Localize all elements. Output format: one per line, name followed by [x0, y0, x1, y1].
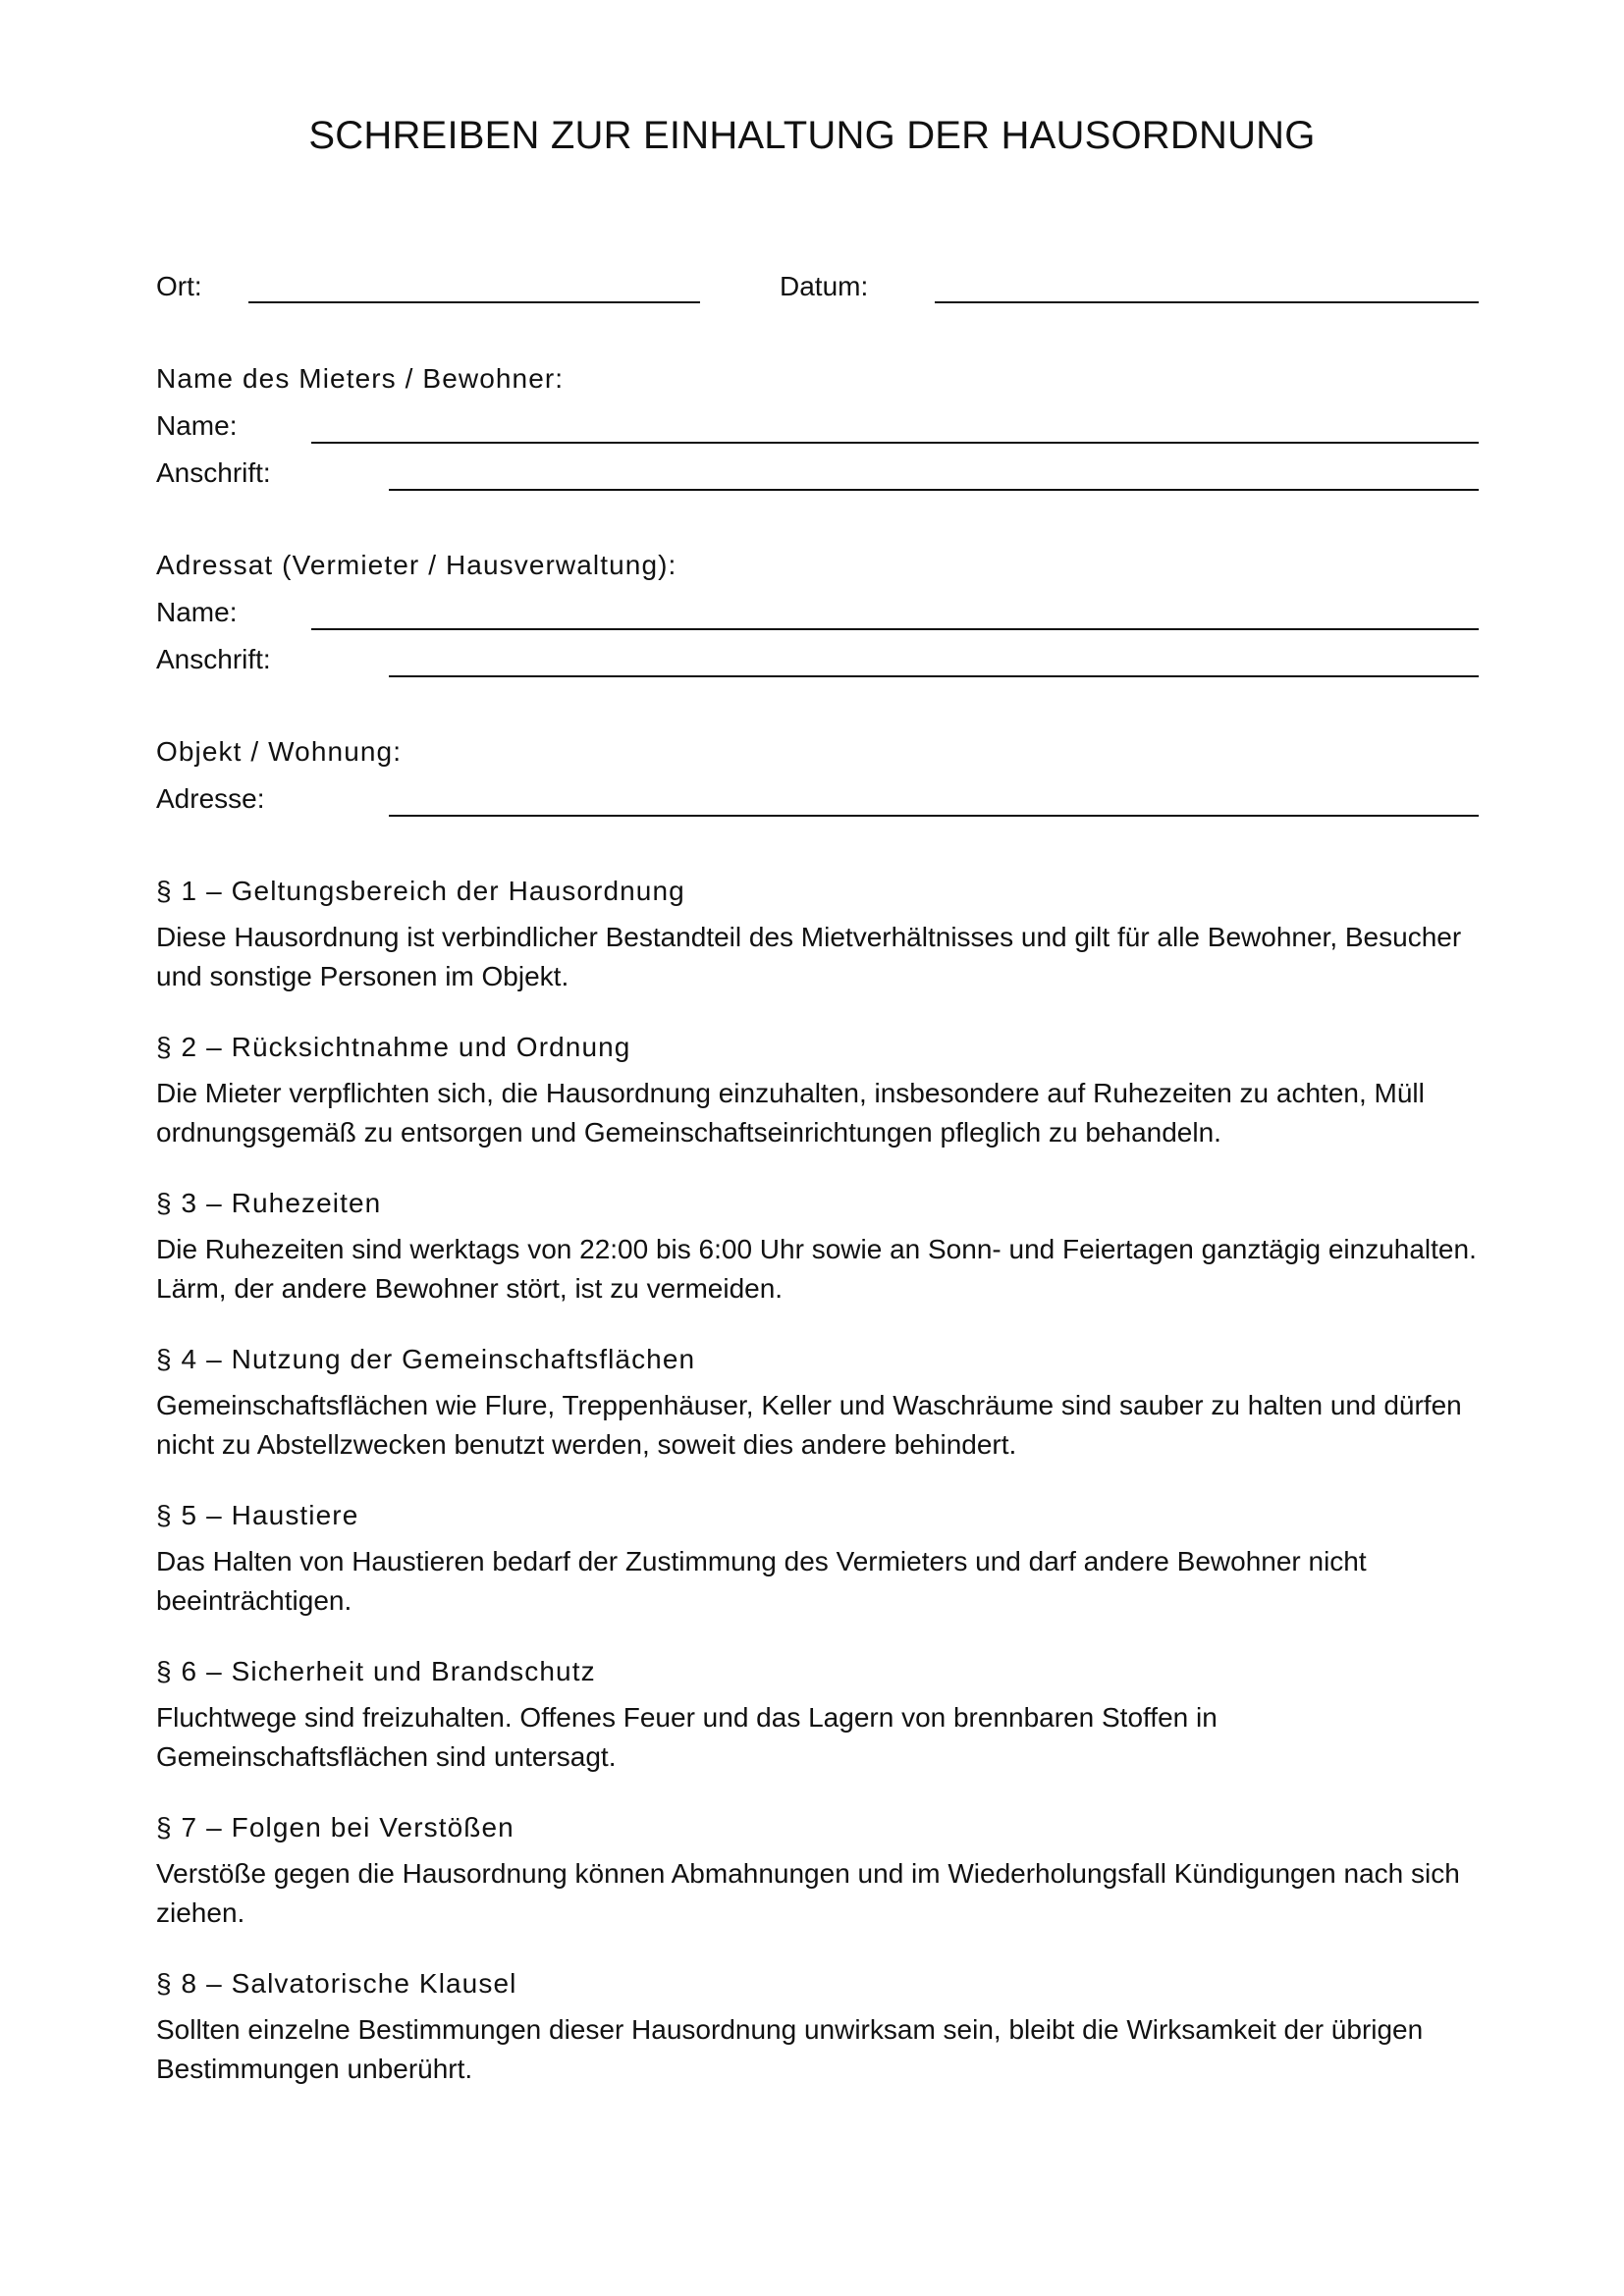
section-1-heading: § 1 – Geltungsbereich der Hausordnung — [156, 876, 685, 906]
section-4-body: Gemeinschaftsflächen wie Flure, Treppenhäuser, Keller und Waschräume sind sauber zu halten und dürfen nicht zu Abstellzwecken benutzt werden, soweit dies andere behindert. — [156, 1390, 1462, 1460]
ort-field[interactable] — [248, 301, 700, 303]
section-4-heading: § 4 – Nutzung der Gemeinschaftsflächen — [156, 1344, 696, 1374]
datum-field[interactable] — [935, 301, 1479, 303]
section-5-body: Das Halten von Haustieren bedarf der Zustimmung des Vermieters und darf andere Bewohner nicht beeinträchtigen. — [156, 1546, 1367, 1616]
mieter-heading: Name des Mieters / Bewohner: — [156, 363, 565, 394]
adressat-anschrift-label: Anschrift: — [156, 644, 271, 674]
section-2-body: Die Mieter verpflichten sich, die Hausordnung einzuhalten, insbesondere auf Ruhezeiten zu achten, Müll ordnungsgemäß zu entsorgen und Gemeinschaftseinrichtungen pfleglich zu behandeln. — [156, 1078, 1425, 1148]
section-2-heading: § 2 – Rücksichtnahme und Ordnung — [156, 1032, 631, 1062]
adressat-heading: Adressat (Vermieter / Hausverwaltung): — [156, 550, 677, 580]
section-3-heading: § 3 – Ruhezeiten — [156, 1188, 382, 1218]
document-title: SCHREIBEN ZUR EINHALTUNG DER HAUSORDNUNG — [308, 114, 1316, 157]
objekt-heading: Objekt / Wohnung: — [156, 736, 403, 767]
objekt-adresse-label: Adresse: — [156, 783, 265, 814]
objekt-adresse-field[interactable] — [389, 815, 1479, 817]
section-8-heading: § 8 – Salvatorische Klausel — [156, 1968, 517, 1999]
section-1-body: Diese Hausordnung ist verbindlicher Bestandteil des Mietverhältnisses und gilt für alle Bewohner, Besucher und sonstige Personen im Objekt. — [156, 922, 1462, 991]
section-5-heading: § 5 – Haustiere — [156, 1500, 359, 1530]
mieter-anschrift-label: Anschrift: — [156, 457, 271, 488]
mieter-name-label: Name: — [156, 410, 238, 441]
section-7-body: Verstöße gegen die Hausordnung können Abmahnungen und im Wiederholungsfall Kündigungen nach sich ziehen. — [156, 1858, 1460, 1928]
adressat-name-label: Name: — [156, 597, 238, 627]
adressat-anschrift-field[interactable] — [389, 675, 1479, 677]
section-7-heading: § 7 – Folgen bei Verstößen — [156, 1812, 514, 1842]
section-6-heading: § 6 – Sicherheit und Brandschutz — [156, 1656, 596, 1686]
adressat-name-field[interactable] — [311, 628, 1479, 630]
mieter-name-field[interactable] — [311, 442, 1479, 444]
section-6-body: Fluchtwege sind freizuhalten. Offenes Feuer und das Lagern von brennbaren Stoffen in Gemeinschaftsflächen sind untersagt. — [156, 1702, 1218, 1772]
ort-label: Ort: — [156, 271, 202, 301]
datum-label: Datum: — [780, 271, 869, 301]
mieter-anschrift-field[interactable] — [389, 489, 1479, 491]
section-8-body: Sollten einzelne Bestimmungen dieser Hausordnung unwirksam sein, bleibt die Wirksamkeit der übrigen Bestimmungen unberührt. — [156, 2014, 1424, 2084]
section-3-body: Die Ruhezeiten sind werktags von 22:00 bis 6:00 Uhr sowie an Sonn- und Feiertagen ganztägig einzuhalten. Lärm, der andere Bewohner stört, ist zu vermeiden. — [156, 1234, 1477, 1304]
